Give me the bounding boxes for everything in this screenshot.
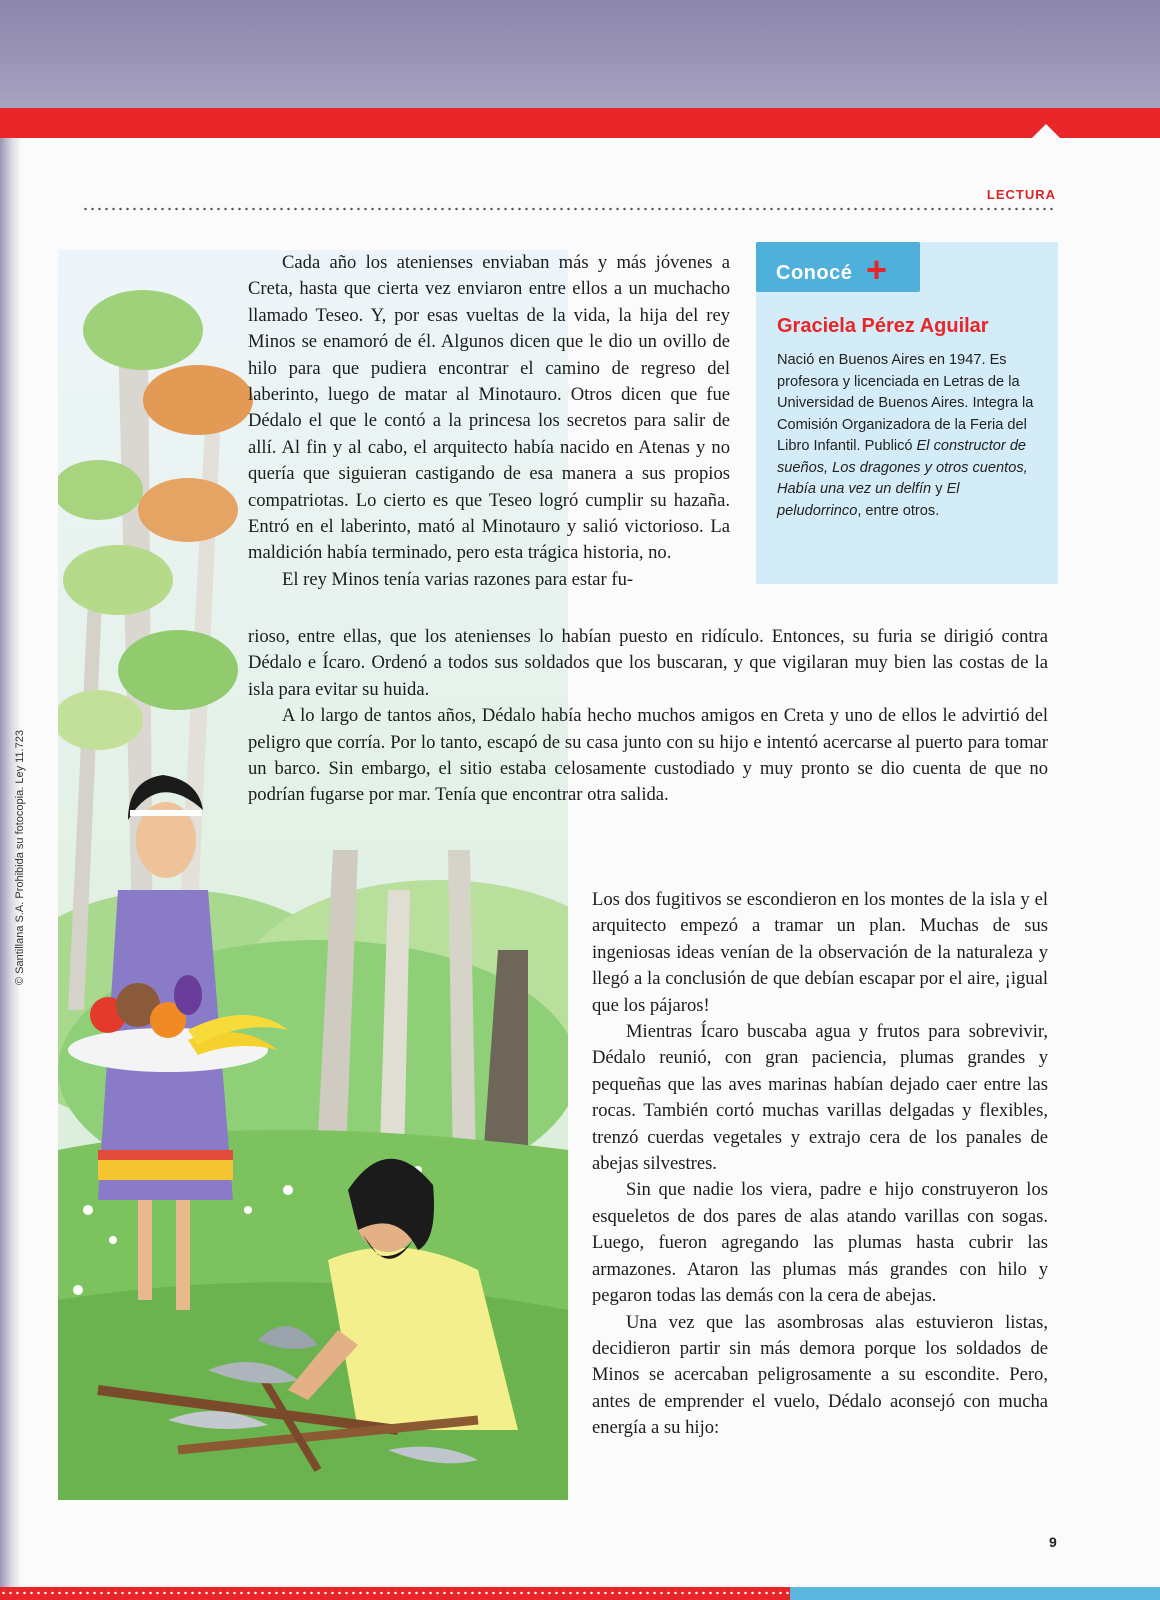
body-column-top [248,250,730,593]
header-red-bar [0,108,1160,138]
author-box-title: Conocé [776,262,853,284]
paragraph-1: Cada año los atenienses enviaban más y más jóvenes a Creta, hasta que cierta vez enviaron entre ellos a un muchacho llamado Teseo. Y, por esas vueltas de la vida, la hija del rey Minos se enamoró de él. Algunos dicen que le dio un ovillo de hilo para que pudiera encontrar el camino de regreso del laberinto, luego de matar al Minotauro. Otros dicen que fue Dédalo el que le contó a la princesa los secretos para salir de allí. Al fin y al cabo, el arquitecto había nacido en Atenas y no quería que siguieran castigando de esa manera a sus propios compatriotas. Lo cierto es que Teseo logró cumplir su hazaña. Entró en el laberinto, mató al Minotauro y salió victorioso. La maldición había terminado, pero esta trágica historia, no. [248,252,730,564]
author-bio-part-3: , entre otros. [857,502,940,519]
scan-background [0,0,1160,112]
paragraph-5: Mientras Ícaro buscaba agua y frutos para sobrevivir, Dédalo reunió, con gran paciencia, plumas grandes y pequeñas que las aves marinas habían dejado caer entre las rocas. También cortó muchas varillas delgadas y flexibles, trenzó cuerdas vegetales y extrajo cera de los panales de abejas silvestres. [592,1021,1048,1175]
author-name: Graciela Pérez Aguilar [777,315,989,337]
section-label: LECTURA [986,187,1056,202]
paragraph-2-rest: rioso, entre ellas, que los atenienses lo habían puesto en ridículo. Entonces, su furia se dirigió contra Dédalo e Ícaro. Ordenó a todos sus soldados que los buscaran, y que vigilaran muy bien las costas de la isla para evitar su huida. [248,626,1048,700]
author-works-1: El constructor de sueños, Los dragones y otros cuentos, Había una vez un delfín [777,438,1028,497]
paragraph-2-start: El rey Minos tenía varias razones para estar fu- [282,568,634,590]
header-notch [1030,124,1062,140]
author-bio-part-2: y [931,481,947,497]
paragraph-7: Una vez que las asombrosas alas estuvieron listas, decidieron partir sin más demora porque los soldados de Minos se acercaban peligrosamente a su escondite. Pero, antes de emprender el vuelo, Dédalo aconsejó con mucha energía a su hijo: [592,1311,1048,1439]
paragraph-6: Sin que nadie los viera, padre e hijo construyeron los esqueletos de dos pares de alas atando varillas con sogas. Luego, fueron agregando las plumas hasta cubrir las armazones. Ataron las plumas más grandes con hilo y pegaron todas las demás con la cera de abejas. [592,1179,1048,1307]
body-column-wide [248,624,1048,809]
author-bio-part-1: Nació en Buenos Aires en 1947. Es profesora y licenciada en Letras de la Universidad de Buenos Aires. Integra la Comisión Organizadora de la Feria del Libro Infantil. Publicó [777,352,1034,454]
page-number: 9 [1049,1534,1057,1550]
author-works-2: El peludorrinco [777,481,960,519]
plus-icon: + [866,249,888,290]
footer-dotted-rule [0,1591,790,1595]
body-column-right [592,887,1048,1442]
author-bio [777,350,1047,522]
copyright-notice: © Santillana S.A. Prohibida su fotocopia. Ley 11.723 [14,730,26,985]
header-dotted-rule [82,207,1054,211]
paragraph-3: A lo largo de tantos años, Dédalo había hecho muchos amigos en Creta y uno de ellos le advirtió del peligro que corría. Por lo tanto, escapó de su casa junto con su hijo e intentó acercarse al puerto para tomar un barco. Sin embargo, el sitio estaba celosamente custodiado y muy pronto se dio cuenta de que no podrían fugarse por mar. Tenía que encontrar otra salida. [248,705,1048,806]
paragraph-4: Los dos fugitivos se escondieron en los montes de la isla y el arquitecto empezó a tramar un plan. Muchas de sus ingeniosas ideas venían de la observación de la naturaleza y llegó a la conclusión de que debían escapar por el aire, ¡igual que los pájaros! [592,889,1048,1016]
footer-blue-bar [790,1587,1160,1600]
